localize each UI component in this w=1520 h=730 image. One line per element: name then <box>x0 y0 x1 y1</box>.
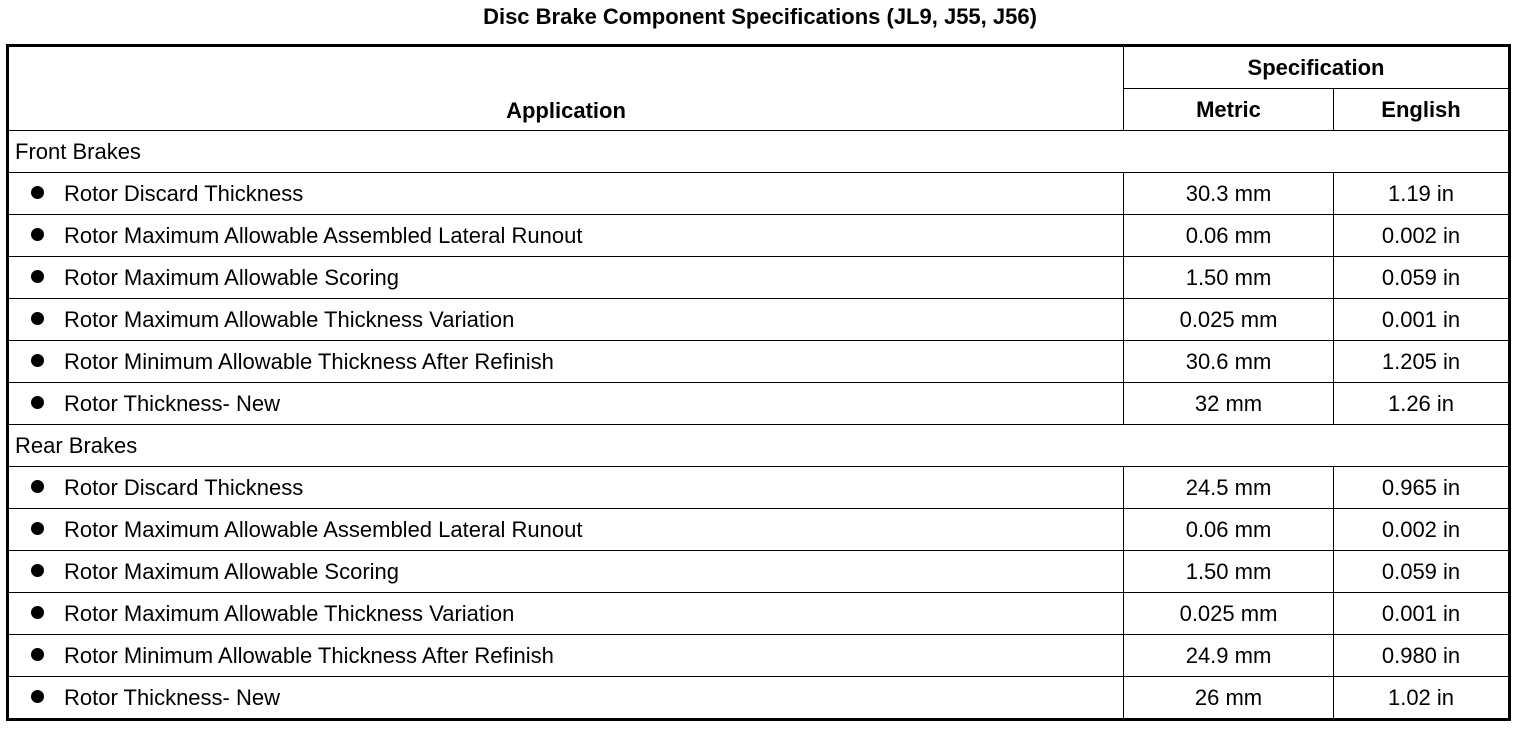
application-cell <box>8 299 1124 341</box>
english-value: 1.26 in <box>1334 383 1510 425</box>
english-value: 0.002 in <box>1334 509 1510 551</box>
bullet-icon <box>31 228 44 241</box>
table-row <box>8 215 1510 257</box>
table-row <box>8 299 1510 341</box>
table-row <box>8 635 1510 677</box>
table-row <box>8 677 1510 720</box>
table-row <box>8 509 1510 551</box>
application-label: Rotor Maximum Allowable Scoring <box>64 264 400 290</box>
application-cell <box>8 257 1124 299</box>
metric-value: 30.6 mm <box>1124 341 1334 383</box>
bullet-icon <box>31 312 44 325</box>
application-label: Rotor Maximum Allowable Thickness Variation <box>64 600 515 626</box>
page-title: Disc Brake Component Specifications (JL9, J55, J56) <box>483 4 1037 29</box>
metric-value: 1.50 mm <box>1124 257 1334 299</box>
group-label: Rear Brakes <box>8 425 1510 467</box>
english-value: 0.965 in <box>1334 467 1510 509</box>
english-header: English <box>1334 89 1510 131</box>
metric-value: 24.5 mm <box>1124 467 1334 509</box>
english-value: 0.002 in <box>1334 215 1510 257</box>
metric-value: 1.50 mm <box>1124 551 1334 593</box>
application-cell <box>8 215 1124 257</box>
table-row <box>8 257 1510 299</box>
metric-value: 0.025 mm <box>1124 299 1334 341</box>
metric-value: 26 mm <box>1124 677 1334 720</box>
specification-body <box>8 131 1510 720</box>
english-value: 0.059 in <box>1334 551 1510 593</box>
english-value: 0.001 in <box>1334 299 1510 341</box>
english-value: 1.19 in <box>1334 173 1510 215</box>
metric-value: 0.06 mm <box>1124 509 1334 551</box>
application-cell <box>8 173 1124 215</box>
application-header: Application <box>8 46 1124 131</box>
application-label: Rotor Maximum Allowable Assembled Lateral Runout <box>64 516 583 542</box>
table-row <box>8 551 1510 593</box>
english-value: 1.205 in <box>1334 341 1510 383</box>
specification-table <box>6 44 1511 721</box>
bullet-icon <box>31 606 44 619</box>
table-row <box>8 383 1510 425</box>
bullet-icon <box>31 354 44 367</box>
application-cell <box>8 341 1124 383</box>
metric-value: 30.3 mm <box>1124 173 1334 215</box>
bullet-icon <box>31 480 44 493</box>
bullet-icon <box>31 690 44 703</box>
application-cell <box>8 551 1124 593</box>
application-cell <box>8 509 1124 551</box>
application-label: Rotor Thickness- New <box>64 684 280 710</box>
metric-value: 32 mm <box>1124 383 1334 425</box>
group-label: Front Brakes <box>8 131 1510 173</box>
application-cell <box>8 383 1124 425</box>
application-cell <box>8 593 1124 635</box>
metric-value: 0.06 mm <box>1124 215 1334 257</box>
application-cell <box>8 467 1124 509</box>
bullet-icon <box>31 186 44 199</box>
group-row <box>8 425 1510 467</box>
bullet-icon <box>31 270 44 283</box>
table-row <box>8 467 1510 509</box>
table-row <box>8 341 1510 383</box>
bullet-icon <box>31 396 44 409</box>
english-value: 0.980 in <box>1334 635 1510 677</box>
english-value: 0.059 in <box>1334 257 1510 299</box>
metric-header: Metric <box>1124 89 1334 131</box>
application-label: Rotor Discard Thickness <box>64 180 304 206</box>
application-label: Rotor Maximum Allowable Scoring <box>64 558 400 584</box>
bullet-icon <box>31 564 44 577</box>
specification-header: Specification <box>1124 46 1510 89</box>
application-label: Rotor Minimum Allowable Thickness After Refinish <box>64 348 554 374</box>
application-label: Rotor Maximum Allowable Assembled Lateral Runout <box>64 222 583 248</box>
application-label: Rotor Minimum Allowable Thickness After Refinish <box>64 642 554 668</box>
english-value: 1.02 in <box>1334 677 1510 720</box>
table-row <box>8 593 1510 635</box>
application-label: Rotor Maximum Allowable Thickness Variation <box>64 306 515 332</box>
bullet-icon <box>31 648 44 661</box>
application-label: Rotor Thickness- New <box>64 390 280 416</box>
group-row <box>8 131 1510 173</box>
application-label: Rotor Discard Thickness <box>64 474 304 500</box>
english-value: 0.001 in <box>1334 593 1510 635</box>
bullet-icon <box>31 522 44 535</box>
application-cell <box>8 677 1124 720</box>
metric-value: 0.025 mm <box>1124 593 1334 635</box>
metric-value: 24.9 mm <box>1124 635 1334 677</box>
application-cell <box>8 635 1124 677</box>
table-row <box>8 173 1510 215</box>
